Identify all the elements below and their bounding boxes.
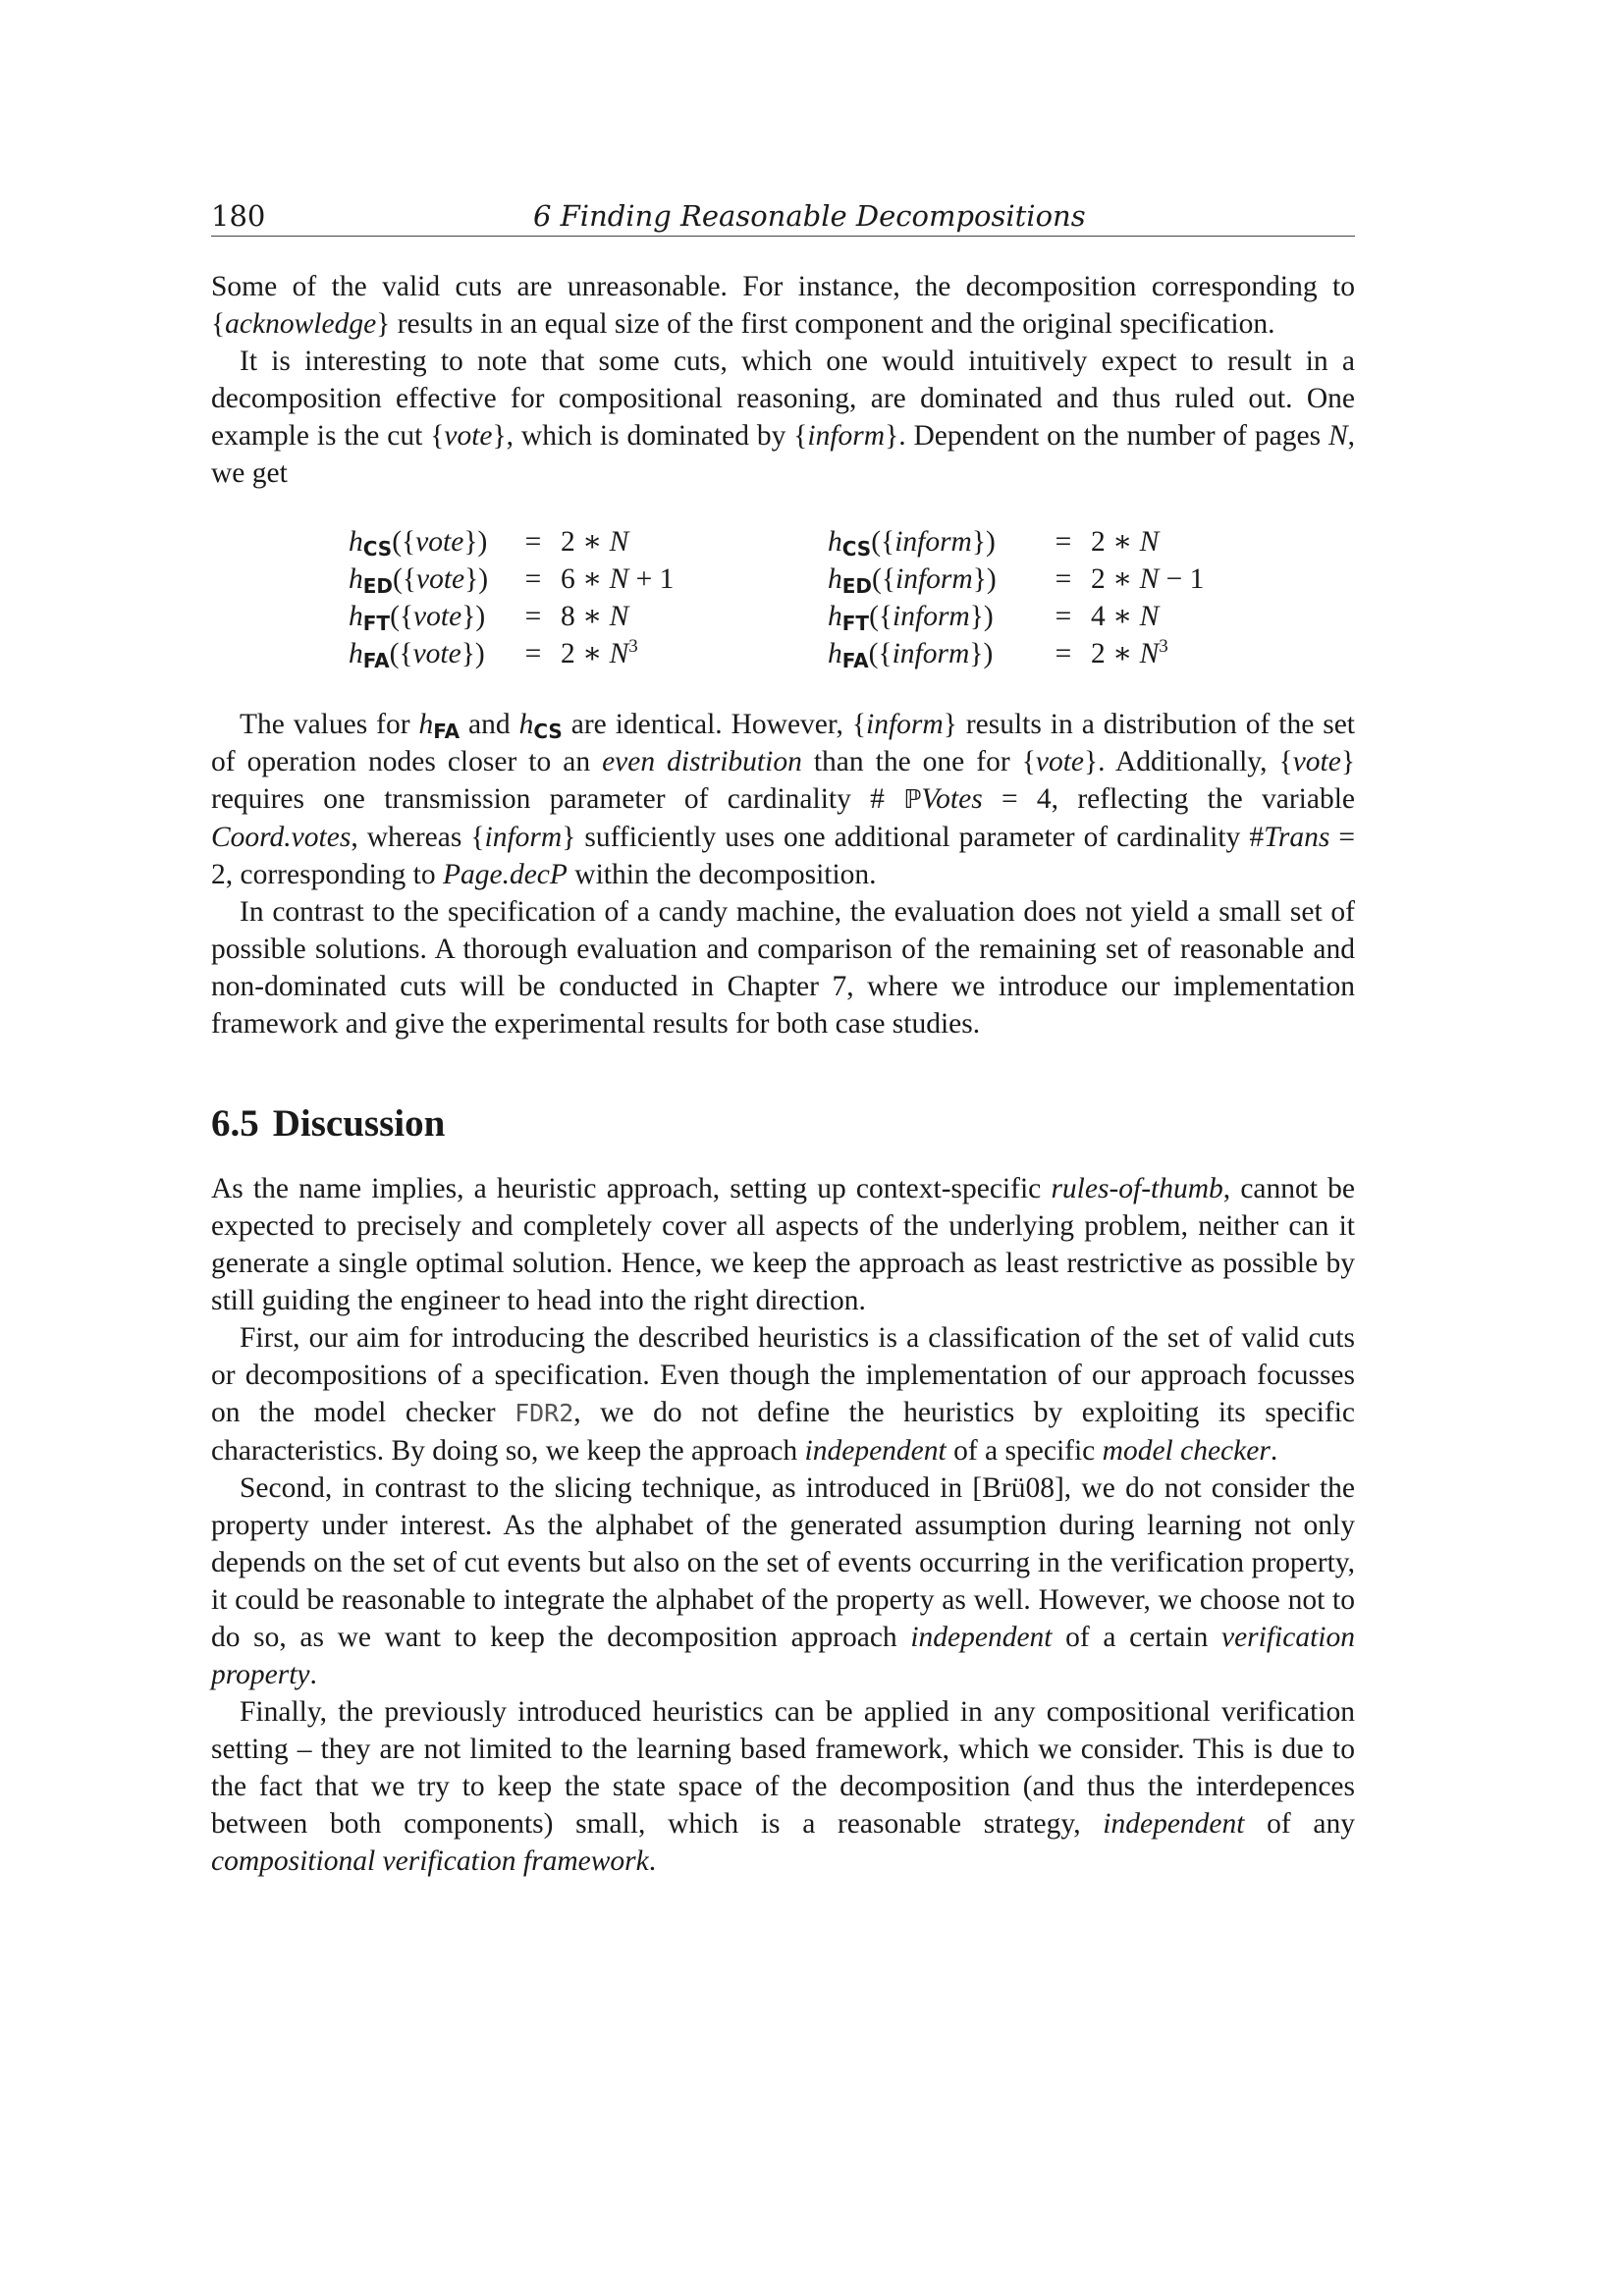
- lhs-inform: $h_{CS}(\{inform\})$: [828, 526, 996, 561]
- page: [211, 196, 1355, 1880]
- emphasis: rules-of-thumb: [1051, 1173, 1223, 1204]
- text-run: , we get: [211, 420, 1355, 489]
- emphasis: independent: [1103, 1808, 1245, 1840]
- lhs-inform: $h_{ED}(\{inform\})$: [828, 563, 997, 598]
- text-run: of any: [1244, 1808, 1355, 1840]
- rhs-inform: 2 ∗ N: [1091, 526, 1160, 558]
- relation: =: [1055, 563, 1072, 595]
- emphasis: vote: [1035, 746, 1084, 777]
- text-run: than the one for {: [801, 746, 1036, 777]
- text-run: }. Additionally, {: [1084, 746, 1293, 777]
- rhs-vote: 6 ∗ N + 1: [561, 563, 675, 595]
- emphasis: acknowledge: [225, 308, 377, 340]
- lhs-vote: $h_{FA}(\{vote\})$: [349, 638, 485, 672]
- emphasis: independent: [804, 1435, 947, 1467]
- text-run: Some of the valid cuts are unreasonable. For instance, the decomposition corresponding to {: [211, 271, 1355, 340]
- emphasis: Trans: [1264, 822, 1330, 853]
- text-run: The values for: [240, 709, 419, 740]
- rhs-vote: 2 ∗ $N^3$: [561, 636, 638, 669]
- text-run: are identical. However, {: [562, 709, 867, 740]
- rhs-vote: 8 ∗ N: [561, 601, 629, 632]
- rhs-inform: 2 ∗ N − 1: [1091, 563, 1205, 595]
- equation-row: [349, 598, 1248, 635]
- math-h-cs: $h_{CS}$: [518, 709, 563, 743]
- rhs-inform: 2 ∗ $N^3$: [1091, 636, 1168, 669]
- lhs-vote: $h_{CS}(\{vote\})$: [349, 526, 488, 561]
- emphasis: inform: [807, 420, 886, 452]
- paragraph-3: [211, 706, 1355, 893]
- text-run: and: [460, 709, 519, 740]
- text-run: }, which is dominated by {: [492, 420, 808, 452]
- rhs-inform: 4 ∗ N: [1091, 601, 1160, 632]
- lhs-inform: $h_{FA}(\{inform\})$: [828, 638, 994, 672]
- text-run: As the name implies, a heuristic approach, setting up context-specific: [211, 1173, 1052, 1204]
- relation: =: [1055, 526, 1072, 558]
- text-run: of a specific: [946, 1435, 1103, 1467]
- text-run: } requires one transmission parameter of cardinality #: [211, 746, 1355, 815]
- text-run: Finally, the previously introduced heuristics can be applied in any compositional verification setting – they are not limited to the learning based framework, which we consider. This is due to the fact that we try to keep the state space of the decomposition (and thus the interdepences between both components) small, which is a reasonable strategy,: [211, 1696, 1355, 1840]
- emphasis: inform: [866, 709, 944, 740]
- text-run: within the decomposition.: [567, 859, 877, 890]
- rhs-vote: 2 ∗ N: [561, 526, 629, 558]
- section-number: 6.5: [211, 1102, 259, 1145]
- tool-name: FDR2: [514, 1399, 574, 1427]
- section-title: Discussion: [272, 1102, 446, 1145]
- paragraph-4: In contrast to the specification of a candy machine, the evaluation does not yield a small set of possible solutions. A thorough evaluation and comparison of the remaining set of reasonable and non-dominated cuts will be conducted in Chapter 7, where we introduce our implementation framework and give the experimental results for both case studies.: [211, 896, 1355, 1040]
- relation: =: [524, 563, 542, 595]
- running-head: [211, 196, 1355, 237]
- text-run: of a certain: [1052, 1622, 1221, 1653]
- paragraph-5: [211, 1170, 1355, 1319]
- text-run: = 2, corresponding to: [211, 822, 1355, 890]
- powerset-symbol: ℙ: [903, 785, 922, 815]
- emphasis: Votes: [921, 783, 983, 815]
- emphasis: vote: [444, 420, 493, 452]
- text-run: , we do not define the heuristics by exploiting its specific characteristics. By doing so, we keep the approach: [211, 1397, 1355, 1467]
- equation-row: [349, 561, 1248, 598]
- chapter-title: 6 Finding Reasonable Decompositions: [533, 199, 1086, 233]
- relation: =: [524, 526, 542, 558]
- text-run: } results in an equal size of the first component and the original specification.: [376, 308, 1275, 340]
- equation-array: [349, 523, 1248, 672]
- equation-row: [349, 635, 1248, 672]
- relation: =: [1055, 638, 1072, 669]
- lhs-vote: $h_{FT}(\{vote\})$: [349, 601, 486, 635]
- text-run: .: [309, 1659, 317, 1690]
- paragraph-1: [211, 268, 1355, 343]
- emphasis: N: [1327, 420, 1348, 452]
- body-text: [211, 268, 1355, 1880]
- relation: =: [524, 638, 542, 669]
- emphasis: Coord.votes: [211, 822, 352, 853]
- emphasis: model checker: [1102, 1435, 1271, 1467]
- paragraph-7: [211, 1469, 1355, 1693]
- text-run: = 4, reflecting the variable: [982, 783, 1355, 815]
- text-run: It is interesting to note that some cuts, which one would intuitively expect to result in a decomposition effective for compositional reasoning, are dominated and thus ruled out. One example is the cut {: [211, 346, 1355, 452]
- text-run: , whereas {: [351, 822, 485, 853]
- emphasis: even distribution: [602, 746, 802, 777]
- text-run: } sufficiently uses one additional parameter of cardinality #: [562, 822, 1265, 853]
- emphasis: independent: [910, 1622, 1053, 1653]
- text-run: Second, in contrast to the slicing technique, as introduced in [Brü08], we do not consider the property under interest. As the alphabet of the generated assumption during learning not only depends on the set of cut events but also on the set of events occurring in the verification property, it could be reasonable to integrate the alphabet of the property as well. However, we choose not to do so, as we want to keep the decomposition approach: [211, 1472, 1355, 1653]
- text-run: .: [648, 1845, 657, 1877]
- text-run: }. Dependent on the number of pages: [885, 420, 1328, 452]
- text-run: First, our aim for introducing the described heuristics is a classification of the set of valid cuts or decompositions of a specification. Even though the implementation of our approach focusses on the model checker: [211, 1322, 1355, 1428]
- page-number: 180: [211, 199, 266, 233]
- lhs-inform: $h_{FT}(\{inform\})$: [828, 601, 994, 635]
- emphasis: compositional verification framework: [211, 1845, 649, 1877]
- math-h-fa: $h_{FA}$: [418, 709, 460, 743]
- relation: =: [524, 601, 542, 632]
- section-heading: [211, 1099, 1355, 1148]
- text-run: } results in a distribution of the set of operation nodes closer to an: [211, 709, 1356, 777]
- paragraph-6: [211, 1319, 1355, 1469]
- paragraph-2: [211, 343, 1355, 492]
- lhs-vote: $h_{ED}(\{vote\})$: [349, 563, 489, 598]
- emphasis: inform: [484, 822, 563, 853]
- equation-row: [349, 523, 1248, 561]
- paragraph-8: [211, 1693, 1355, 1880]
- text-run: .: [1270, 1435, 1278, 1467]
- emphasis: Page.decP: [442, 859, 568, 890]
- emphasis: verification property: [211, 1622, 1355, 1690]
- text-run: , cannot be expected to precisely and completely cover all aspects of the underlying problem, neither can it generate a single optimal solution. Hence, we keep the approach as least restrictive as possible by still guiding the engineer to head into the right direction.: [211, 1173, 1355, 1316]
- emphasis: vote: [1292, 746, 1341, 777]
- relation: =: [1055, 601, 1072, 632]
